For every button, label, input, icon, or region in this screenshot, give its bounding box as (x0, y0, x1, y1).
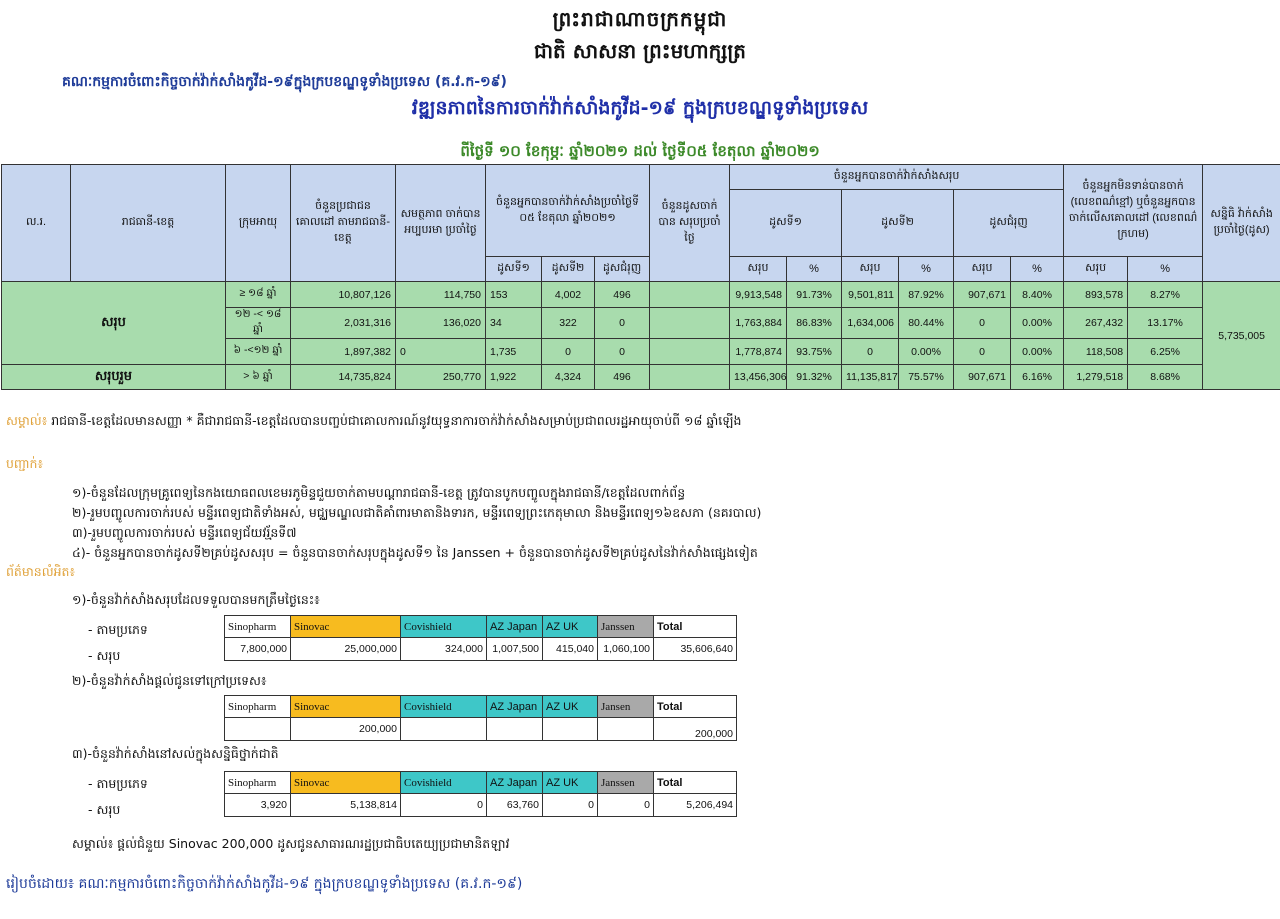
vaccine-value: 415,040 (543, 638, 598, 661)
total-label: - សរុប (88, 648, 121, 663)
total-dose2-cell: 1,634,006 (842, 308, 899, 339)
clarify-item-2: ២)-រួមបញ្ចូលការចាក់របស់ មន្ទីរពេទ្យជាតិទាំងអស់, មជ្ឈមណ្ឌលជាតិគាំពារមាតានិងទារក, មន្ទីរពេទ្យព្រះកេតុមាលា និងមន្ទីរពេទ្យ១៦ឧសភា (នគរបាល) (72, 505, 762, 520)
header-total: សរុប (954, 257, 1011, 282)
clarify-item-4: ៤)- ចំនួនអ្នកបានចាក់ដូសទី២គ្រប់ដូសសរុប = ចំនួនបានចាក់សរុបក្នុងដូសទី១ នៃ Janssen + ចំនួនបានចាក់ដូសទី២គ្រប់ដូសនៃវ៉ាក់សាំងផ្សេងទៀត (72, 545, 758, 560)
pct-dose2-cell: 80.44% (899, 308, 954, 339)
header-age-group: ក្រុមអាយុ (226, 165, 291, 282)
remark-text: រាជធានី-ខេត្តដែលមានសញ្ញា * គឺជារាជធានី-ខេត្តដែលបានបញ្ចប់ជាគោលការណ៍នូវយុទ្ធនាការចាក់វ៉ាក់សាំងសម្រាប់ប្រជាពលរដ្ឋអាយុចាប់ពី ១៨ ឆ្នាំឡើង (51, 413, 742, 428)
vaccine-name: Sinopharm (225, 616, 291, 638)
vaccine-name: Total (654, 616, 737, 638)
prepared-by: រៀបចំដោយ៖ គណៈកម្មការចំពោះកិច្ចចាក់វ៉ាក់សាំងកូវីដ-១៩ ក្នុងក្របខណ្ឌទូទាំងប្រទេស (គ.វ.ក-១៩) (6, 876, 523, 892)
not-yet-cell: 267,432 (1064, 308, 1128, 339)
target-cell: 14,735,824 (291, 365, 396, 390)
by-type-label: - តាមប្រភេទ (88, 622, 148, 637)
pct-booster-cell: 6.16% (1011, 365, 1064, 390)
vaccine-name: Covishield (401, 772, 487, 794)
age-cell: ៦ -<១២ ឆ្នាំ (226, 339, 291, 365)
vaccine-name: Total (654, 772, 737, 794)
remark-label: សម្គាល់៖ (6, 413, 48, 428)
grand-total-label: សរុបរួម (2, 365, 226, 390)
daily-dose2-cell: 0 (542, 339, 595, 365)
vaccine-name: Covishield (401, 616, 487, 638)
vaccine-value: 5,206,494 (654, 794, 737, 817)
daily-dose1-cell: 1,922 (486, 365, 542, 390)
total-dose2-cell: 9,501,811 (842, 282, 899, 308)
daily-dose1-cell: 34 (486, 308, 542, 339)
report-period: ពីថ្ងៃទី ១០ ខែកុម្ភៈ ឆ្នាំ២០២១ ដល់ ថ្ងៃទី០៥ ខែតុលា ឆ្នាំ២០២១ (460, 142, 820, 160)
vaccination-progress-table (1, 164, 1280, 390)
pct-dose1-cell: 93.75% (787, 339, 842, 365)
vaccine-name: Janssen (598, 616, 654, 638)
vaccine-value: 7,800,000 (225, 638, 291, 661)
header-daily-dose1: ដូសទី១ (486, 257, 542, 282)
pct-dose2-cell: 87.92% (899, 282, 954, 308)
daily-dose2-cell: 4,002 (542, 282, 595, 308)
total-booster-cell: 907,671 (954, 282, 1011, 308)
donated-heading: ២)-ចំនួនវ៉ាក់សាំងផ្តល់ជូនទៅក្រៅប្រទេស៖ (72, 673, 267, 688)
header-daily-stock: សន្និធិ វ៉ាក់សាំងប្រចាំថ្ងៃ(ដូស) (1203, 165, 1280, 282)
vaccine-value: 25,000,000 (291, 638, 401, 661)
total-booster-cell: 0 (954, 308, 1011, 339)
remark (6, 413, 741, 432)
daily-dose1-cell: 1,735 (486, 339, 542, 365)
vaccine-name: AZ UK (543, 772, 598, 794)
by-type-label: - តាមប្រភេទ (88, 776, 148, 791)
clarify-item-3: ៣)-រួមបញ្ចូលការចាក់របស់ មន្ទីរពេទ្យជ័យវរ្ម័នទី៧ (72, 525, 297, 540)
not-yet-cell: 118,508 (1064, 339, 1128, 365)
vaccine-value: 0 (543, 794, 598, 817)
vaccine-value: 1,060,100 (598, 638, 654, 661)
vaccine-value: 200,000 (291, 718, 401, 741)
capacity-cell: 250,770 (396, 365, 486, 390)
stock-value: 5,735,005 (1203, 282, 1280, 390)
pct-booster-cell: 8.40% (1011, 282, 1064, 308)
vaccine-name: AZ UK (543, 616, 598, 638)
daily-booster-cell: 496 (595, 365, 650, 390)
header-pct: % (787, 257, 842, 282)
not-yet-cell: 893,578 (1064, 282, 1128, 308)
target-cell: 2,031,316 (291, 308, 396, 339)
header-total-booster: ដូសជំរុញ (954, 190, 1064, 257)
vaccine-name: AZ Japan (487, 772, 543, 794)
vaccine-value (401, 718, 487, 741)
vaccines-received-table (224, 615, 737, 661)
header-daily-doses: ចំនួនដូសចាក់បាន សរុបប្រចាំថ្ងៃ (650, 165, 730, 282)
header-daily-booster: ដូសជំរុញ (595, 257, 650, 282)
sum-label: សរុប (2, 282, 226, 365)
capacity-cell: 0 (396, 339, 486, 365)
total-dose1-cell: 1,763,884 (730, 308, 787, 339)
motto-heading: ជាតិ សាសនា ព្រះមហាក្សត្រ (534, 39, 746, 63)
pct-dose2-cell: 0.00% (899, 339, 954, 365)
header-no: ល.រ. (2, 165, 71, 282)
total-dose1-cell: 13,456,306 (730, 365, 787, 390)
target-cell: 10,807,126 (291, 282, 396, 308)
table-row (2, 282, 1280, 308)
daily-doses-cell (650, 282, 730, 308)
header-not-yet-vaccinated: ចំនួនអ្នកមិនទាន់បានចាក់ (លេខពណ៌ខ្មៅ) ឬចំនួនអ្នកបានចាក់លើសគោលដៅ (លេខពណ៌ក្រហម) (1064, 165, 1203, 257)
vaccine-value (598, 718, 654, 741)
footnote: សម្គាល់៖ ផ្តល់ជំនួយ Sinovac 200,000 ដូសជូនសាធារណរដ្ឋប្រជាធិបតេយ្យប្រជាមានិតឡាវ (72, 836, 510, 851)
pct-booster-cell: 0.00% (1011, 308, 1064, 339)
vaccine-value (225, 718, 291, 741)
header-daily-vaccinated: ចំនួនអ្នកបានចាក់វ៉ាក់សាំងប្រចាំថ្ងៃទី ០៥ ខែតុលា ឆ្នាំ២០២១ (486, 165, 650, 257)
header-total: សរុប (1064, 257, 1128, 282)
header-total-dose1: ដូសទី១ (730, 190, 842, 257)
capacity-cell: 114,750 (396, 282, 486, 308)
daily-dose1-cell: 153 (486, 282, 542, 308)
daily-dose2-cell: 4,324 (542, 365, 595, 390)
clarify-label: បញ្ជាក់៖ (6, 456, 43, 471)
vaccine-name: Sinopharm (225, 772, 291, 794)
header-pct: % (1128, 257, 1203, 282)
age-cell: ១២ -< ១៨ ឆ្នាំ (226, 308, 291, 339)
vaccine-name: Janssen (598, 772, 654, 794)
vaccine-value: 63,760 (487, 794, 543, 817)
header-total: សរុប (730, 257, 787, 282)
total-dose1-cell: 9,913,548 (730, 282, 787, 308)
vaccine-name: Sinovac (291, 616, 401, 638)
not-yet-pct-cell: 13.17% (1128, 308, 1203, 339)
vaccine-name: Sinovac (291, 772, 401, 794)
vaccine-name: AZ Japan (487, 616, 543, 638)
vaccine-name: AZ UK (543, 696, 598, 718)
vaccine-value: 35,606,640 (654, 638, 737, 661)
header-total: សរុប (842, 257, 899, 282)
daily-booster-cell: 496 (595, 282, 650, 308)
vaccine-name: Sinovac (291, 696, 401, 718)
daily-doses-cell (650, 339, 730, 365)
pct-dose1-cell: 91.32% (787, 365, 842, 390)
vaccine-name: Total (654, 696, 737, 718)
pct-dose1-cell: 91.73% (787, 282, 842, 308)
vaccine-value (543, 718, 598, 741)
vaccine-value (487, 718, 543, 741)
header-target-population: ចំនួនប្រជាជន គោលដៅ តាមរាជធានី-ខេត្ត (291, 165, 396, 282)
total-booster-cell: 907,671 (954, 365, 1011, 390)
vaccines-donated-table (224, 695, 737, 741)
total-booster-cell: 0 (954, 339, 1011, 365)
vaccine-value: 324,000 (401, 638, 487, 661)
details-label: ព័ត៌មានលំអិត៖ (6, 564, 75, 579)
not-yet-pct-cell: 8.68% (1128, 365, 1203, 390)
vaccine-value: 0 (401, 794, 487, 817)
vaccine-name: Jansen (598, 696, 654, 718)
daily-dose2-cell: 322 (542, 308, 595, 339)
daily-doses-cell (650, 365, 730, 390)
header-total-vaccinated: ចំនួនអ្នកបានចាក់វ៉ាក់សាំងសរុប (730, 165, 1064, 190)
committee-name: គណៈកម្មការចំពោះកិច្ចចាក់វ៉ាក់សាំងកូវីដ-១៩ក្នុងក្របខណ្ឌទូទាំងប្រទេស (គ.វ.ក-១៩) (62, 74, 507, 90)
total-dose2-cell: 11,135,817 (842, 365, 899, 390)
vaccines-stock-table (224, 771, 737, 817)
target-cell: 1,897,382 (291, 339, 396, 365)
header-pct: % (899, 257, 954, 282)
pct-booster-cell: 0.00% (1011, 339, 1064, 365)
vaccine-name: Covishield (401, 696, 487, 718)
header-daily-capacity: សមត្ថភាព ចាក់បាន អប្បបរមា ប្រចាំថ្ងៃ (396, 165, 486, 282)
header-province: រាជធានី-ខេត្ត (71, 165, 226, 282)
vaccine-name: Sinopharm (225, 696, 291, 718)
total-label: - សរុប (88, 802, 121, 817)
kingdom-heading: ព្រះរាជាណាចក្រកម្ពុជា (552, 7, 728, 31)
daily-booster-cell: 0 (595, 308, 650, 339)
total-dose2-cell: 0 (842, 339, 899, 365)
vaccine-value: 5,138,814 (291, 794, 401, 817)
daily-doses-cell (650, 308, 730, 339)
header-daily-dose2: ដូសទី២ (542, 257, 595, 282)
vaccine-value: 200,000 (654, 718, 737, 741)
grand-total-row (2, 365, 1280, 390)
pct-dose2-cell: 75.57% (899, 365, 954, 390)
age-cell: > ៦ ឆ្នាំ (226, 365, 291, 390)
vaccine-name: AZ Japan (487, 696, 543, 718)
daily-booster-cell: 0 (595, 339, 650, 365)
header-pct: % (1011, 257, 1064, 282)
vaccine-value: 3,920 (225, 794, 291, 817)
pct-dose1-cell: 86.83% (787, 308, 842, 339)
capacity-cell: 136,020 (396, 308, 486, 339)
vaccine-value: 0 (598, 794, 654, 817)
not-yet-pct-cell: 6.25% (1128, 339, 1203, 365)
vaccine-value: 1,007,500 (487, 638, 543, 661)
header-total-dose2: ដូសទី២ (842, 190, 954, 257)
report-title: វឌ្ឍនភាពនៃការចាក់វ៉ាក់សាំងកូវីដ-១៩ ក្នុងក្របខណ្ឌទូទាំងប្រទេស (411, 97, 869, 119)
clarify-item-1: ១)-ចំនួនដែលក្រុមគ្រូពេទ្យនៃកងយោធពលខេមរភូមិន្ទជួយចាក់តាមបណ្តារាជធានី-ខេត្ត ត្រូវបានបូកបញ្ចូលក្នុងរាជធានី/ខេត្តដែលពាក់ព័ន្ធ (72, 485, 686, 500)
stock-heading: ៣)-ចំនួនវ៉ាក់សាំងនៅសល់ក្នុងសន្និធិថ្នាក់ជាតិ (72, 746, 279, 761)
not-yet-cell: 1,279,518 (1064, 365, 1128, 390)
received-heading: ១)-ចំនួនវ៉ាក់សាំងសរុបដែលទទួលបានមកត្រឹមថ្ងៃនេះ៖ (72, 592, 320, 607)
age-cell: ≥ ១៨ ឆ្នាំ (226, 282, 291, 308)
total-dose1-cell: 1,778,874 (730, 339, 787, 365)
not-yet-pct-cell: 8.27% (1128, 282, 1203, 308)
